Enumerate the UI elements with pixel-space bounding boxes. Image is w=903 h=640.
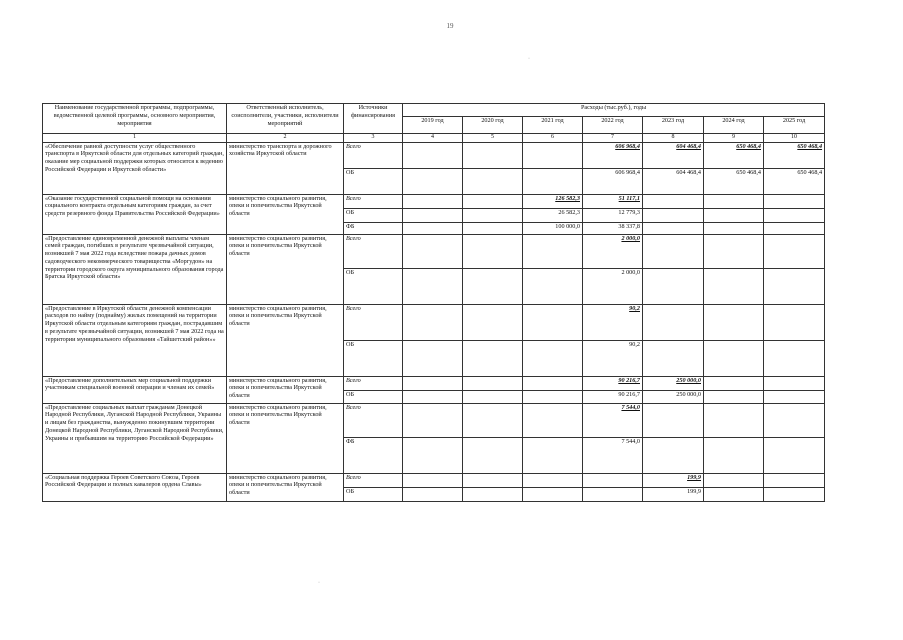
amount-cell-2019 (403, 194, 463, 208)
amount-cell-2020 (463, 168, 523, 194)
amount-cell-2025 (764, 487, 825, 501)
amount-cell-2020 (463, 268, 523, 304)
amount-cell-2025 (764, 234, 825, 268)
amount-cell-2022: 7 544,0 (583, 437, 643, 473)
column-number: 8 (643, 134, 704, 143)
amount-cell-2025 (764, 304, 825, 340)
budget-table (42, 103, 825, 502)
executor-cell: министерство социального развития, опеки и попечительства Иркутской области (227, 234, 344, 304)
amount-cell-2021: 26 582,3 (523, 208, 583, 222)
amount-cell-2021 (523, 376, 583, 390)
amount-cell-2023 (643, 194, 704, 208)
header-executor-column: Ответственный исполнитель, соисполнители, участники, исполнители мероприятий (227, 104, 344, 134)
funding-source-cell: Всего (344, 376, 403, 390)
funding-source-cell: ФБ (344, 437, 403, 473)
funding-source-cell: Всего (344, 234, 403, 268)
amount-cell-2022: 90 216,7 (583, 376, 643, 390)
amount-cell-2021 (523, 390, 583, 403)
amount-cell-2023 (643, 437, 704, 473)
column-number: 6 (523, 134, 583, 143)
amount-cell-2020 (463, 473, 523, 487)
executor-cell: министерство социального развития, опеки и попечительства Иркутской области (227, 403, 344, 473)
amount-cell-2020 (463, 234, 523, 268)
amount-cell-2020 (463, 437, 523, 473)
amount-cell-2023: 604 468,4 (643, 142, 704, 168)
amount-cell-2024 (704, 487, 764, 501)
amount-cell-2023: 199,9 (643, 487, 704, 501)
executor-cell: министерство социального развития, опеки и попечительства Иркутской области (227, 194, 344, 234)
amount-cell-2021 (523, 340, 583, 376)
amount-cell-2021: 100 000,0 (523, 222, 583, 234)
header-year-2020: 2020 год (463, 117, 523, 134)
table-row (43, 473, 825, 487)
amount-cell-2022: 606 968,4 (583, 168, 643, 194)
amount-cell-2019 (403, 376, 463, 390)
header-year-2022: 2022 год (583, 117, 643, 134)
table-row (43, 403, 825, 437)
amount-cell-2022: 7 544,0 (583, 403, 643, 437)
amount-cell-2024 (704, 234, 764, 268)
funding-source-cell: ОБ (344, 208, 403, 222)
amount-cell-2025 (764, 222, 825, 234)
column-number: 9 (704, 134, 764, 143)
header-source-column: Источники финансирования (344, 104, 403, 134)
column-number: 3 (344, 134, 403, 143)
funding-source-cell: Всего (344, 403, 403, 437)
header-year-2019: 2019 год (403, 117, 463, 134)
amount-cell-2022: 90,2 (583, 340, 643, 376)
amount-cell-2025 (764, 473, 825, 487)
amount-cell-2024 (704, 304, 764, 340)
funding-source-cell: Всего (344, 473, 403, 487)
amount-cell-2020 (463, 222, 523, 234)
amount-cell-2021: 126 582,3 (523, 194, 583, 208)
amount-cell-2023: 199,9 (643, 473, 704, 487)
funding-source-cell: ОБ (344, 168, 403, 194)
amount-cell-2022: 90,2 (583, 304, 643, 340)
amount-cell-2021 (523, 234, 583, 268)
amount-cell-2019 (403, 168, 463, 194)
amount-cell-2022: 2 000,0 (583, 234, 643, 268)
column-number: 4 (403, 134, 463, 143)
amount-cell-2020 (463, 142, 523, 168)
page-number: 19 (446, 22, 454, 30)
amount-cell-2022: 38 337,8 (583, 222, 643, 234)
amount-cell-2024 (704, 222, 764, 234)
funding-source-cell: ОБ (344, 268, 403, 304)
amount-cell-2024 (704, 473, 764, 487)
program-name-cell: «Предоставление дополнительных мер социальной поддержки участникам специальной военной операции и членам их семей» (43, 376, 227, 403)
amount-cell-2023 (643, 208, 704, 222)
executor-cell: министерство социального развития, опеки и попечительства Иркутской области (227, 376, 344, 403)
amount-cell-2024 (704, 403, 764, 437)
amount-cell-2021 (523, 142, 583, 168)
amount-cell-2024 (704, 268, 764, 304)
amount-cell-2020 (463, 304, 523, 340)
table-row (43, 304, 825, 340)
amount-cell-2019 (403, 142, 463, 168)
amount-cell-2021 (523, 268, 583, 304)
amount-cell-2022: 51 117,1 (583, 194, 643, 208)
funding-source-cell: ОБ (344, 390, 403, 403)
amount-cell-2025 (764, 268, 825, 304)
program-name-cell: «Предоставление единовременной денежной выплаты членам семей граждан, погибших в результате чрезвычайной ситуации, возникшей 7 мая 2022 года вследствие пожара дачных домов садоводческого некоммерческого товарищества «Моргудон» на территории городского округа муниципального образования города Братска Иркутской области» (43, 234, 227, 304)
funding-source-cell: ОБ (344, 340, 403, 376)
amount-cell-2022 (583, 473, 643, 487)
amount-cell-2023 (643, 234, 704, 268)
amount-cell-2023: 250 000,0 (643, 390, 704, 403)
amount-cell-2022 (583, 487, 643, 501)
scan-mark: · (318, 580, 320, 586)
amount-cell-2022: 12 779,3 (583, 208, 643, 222)
amount-cell-2020 (463, 403, 523, 437)
amount-cell-2022: 606 968,4 (583, 142, 643, 168)
executor-cell: министерство транспорта и дорожного хозяйства Иркутской области (227, 142, 344, 194)
amount-cell-2024: 650 468,4 (704, 142, 764, 168)
amount-cell-2020 (463, 208, 523, 222)
amount-cell-2020 (463, 390, 523, 403)
amount-cell-2024: 650 468,4 (704, 168, 764, 194)
amount-cell-2019 (403, 304, 463, 340)
amount-cell-2021 (523, 437, 583, 473)
column-number: 10 (764, 134, 825, 143)
amount-cell-2023 (643, 222, 704, 234)
column-number: 5 (463, 134, 523, 143)
amount-cell-2023: 250 000,0 (643, 376, 704, 390)
amount-cell-2021 (523, 168, 583, 194)
funding-source-cell: ФБ (344, 222, 403, 234)
amount-cell-2020 (463, 340, 523, 376)
table-body (43, 142, 825, 501)
amount-cell-2019 (403, 390, 463, 403)
header-year-2024: 2024 год (704, 117, 764, 134)
amount-cell-2024 (704, 437, 764, 473)
amount-cell-2021 (523, 487, 583, 501)
amount-cell-2025 (764, 376, 825, 390)
executor-cell: министерство социального развития, опеки и попечительства Иркутской области (227, 304, 344, 376)
program-name-cell: «Предоставление социальных выплат гражданам Донецкой Народной Республики, Луганской Народной Республики, Украины и лицам без гражданства, вынужденно покинувшим территории Донецкой Народной Республики, Луганской Народной Республики, Украины и прибывшим на территорию Российской Федерации» (43, 403, 227, 473)
amount-cell-2024 (704, 376, 764, 390)
amount-cell-2019 (403, 208, 463, 222)
column-number: 2 (227, 134, 344, 143)
amount-cell-2023: 604 468,4 (643, 168, 704, 194)
amount-cell-2022: 2 000,0 (583, 268, 643, 304)
funding-source-cell: Всего (344, 304, 403, 340)
program-name-cell: «Обеспечение равной доступности услуг общественного транспорта в Иркутской области для отдельных категорий граждан, оказание мер социальной поддержки которых относится к ведению Российской Федерации и Иркутской области» (43, 142, 227, 194)
amount-cell-2020 (463, 376, 523, 390)
program-name-cell: «Оказание государственной социальной помощи на основании социального контракта отдельным категориям граждан, за счет средств резервного фонда Правительства Российской Федерации» (43, 194, 227, 234)
program-name-cell: «Предоставление в Иркутской области денежной компенсации расходов по найму (поднайму) жилых помещений на территории Иркутской области отдельным категориям граждан, пострадавшим в результате чрезвычайной ситуации, возникшей 7 мая 2022 года на территории муниципального образования «Тайшетский район»» (43, 304, 227, 376)
amount-cell-2024 (704, 340, 764, 376)
table-row (43, 376, 825, 390)
amount-cell-2025 (764, 208, 825, 222)
amount-cell-2019 (403, 234, 463, 268)
header-year-2021: 2021 год (523, 117, 583, 134)
executor-cell: министерство социального развития, опеки и попечительства Иркутской области (227, 473, 344, 501)
amount-cell-2025 (764, 340, 825, 376)
amount-cell-2021 (523, 473, 583, 487)
header-expenses: Расходы (тыс.руб.), годы (403, 104, 825, 117)
amount-cell-2025 (764, 403, 825, 437)
amount-cell-2021 (523, 304, 583, 340)
amount-cell-2020 (463, 194, 523, 208)
amount-cell-2019 (403, 487, 463, 501)
amount-cell-2023 (643, 304, 704, 340)
amount-cell-2023 (643, 340, 704, 376)
amount-cell-2021 (523, 403, 583, 437)
table-row (43, 234, 825, 268)
amount-cell-2023 (643, 403, 704, 437)
amount-cell-2025 (764, 194, 825, 208)
amount-cell-2025 (764, 390, 825, 403)
amount-cell-2022: 90 216,7 (583, 390, 643, 403)
amount-cell-2020 (463, 487, 523, 501)
program-name-cell: «Социальная поддержка Героев Советского Союза, Героев Российской Федерации и полных кавалеров ордена Славы» (43, 473, 227, 501)
funding-source-cell: ОБ (344, 487, 403, 501)
column-number: 7 (583, 134, 643, 143)
amount-cell-2025: 650 468,4 (764, 168, 825, 194)
header-year-2025: 2025 год (764, 117, 825, 134)
column-number: 1 (43, 134, 227, 143)
amount-cell-2019 (403, 268, 463, 304)
scan-mark: · (528, 56, 530, 62)
amount-cell-2025 (764, 437, 825, 473)
header-year-2023: 2023 год (643, 117, 704, 134)
amount-cell-2024 (704, 390, 764, 403)
amount-cell-2019 (403, 437, 463, 473)
funding-source-cell: Всего (344, 194, 403, 208)
amount-cell-2019 (403, 340, 463, 376)
amount-cell-2025: 650 468,4 (764, 142, 825, 168)
table-row (43, 142, 825, 168)
amount-cell-2023 (643, 268, 704, 304)
funding-source-cell: Всего (344, 142, 403, 168)
amount-cell-2019 (403, 473, 463, 487)
amount-cell-2019 (403, 403, 463, 437)
amount-cell-2024 (704, 208, 764, 222)
amount-cell-2019 (403, 222, 463, 234)
amount-cell-2024 (704, 194, 764, 208)
table-row (43, 194, 825, 208)
header-name-column: Наименование государственной программы, подпрограммы, ведомственной целевой программы, основного мероприятия, мероприятия (43, 104, 227, 134)
